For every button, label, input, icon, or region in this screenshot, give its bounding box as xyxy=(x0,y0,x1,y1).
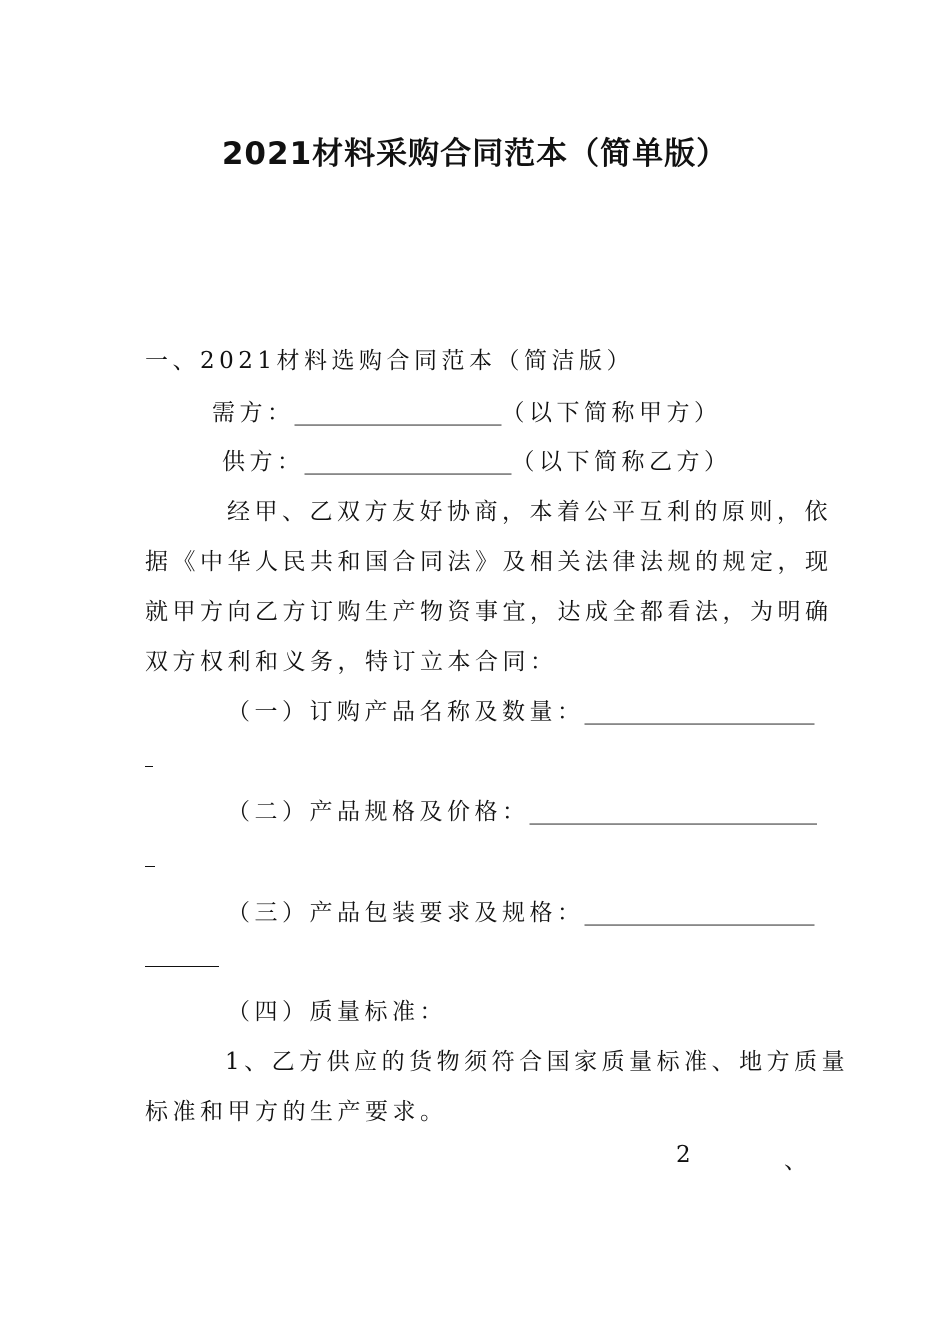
preamble-line-1: 经甲、乙双方友好协商，本着公平互利的原则，依 xyxy=(227,499,832,525)
buyer-label: 需方： xyxy=(212,400,295,426)
item3-blank-continuation xyxy=(145,966,219,967)
buyer-line xyxy=(212,394,722,427)
supplier-line xyxy=(222,443,732,476)
item1-blank-continuation xyxy=(145,766,153,767)
item1-label: （一）订购产品名称及数量： xyxy=(227,699,585,725)
clause2-punct: 、 xyxy=(784,1148,812,1174)
item3-line xyxy=(227,894,815,927)
buyer-note: （以下简称甲方） xyxy=(501,400,722,426)
item3-blank[interactable]: ____________________ xyxy=(584,900,815,926)
document-title: 2021材料采购合同范本（简单版） xyxy=(221,136,729,172)
clause2-number: 2 xyxy=(676,1142,696,1168)
item2-blank-continuation xyxy=(145,866,155,867)
preamble-line-2: 据《中华人民共和国合同法》及相关法律法规的规定，现 xyxy=(145,549,833,575)
supplier-blank[interactable]: __________________ xyxy=(304,449,512,475)
item2-label: （二）产品规格及价格： xyxy=(227,799,530,825)
item4-heading: （四）质量标准： xyxy=(227,999,447,1025)
item2-line xyxy=(227,793,817,826)
item2-blank[interactable]: _________________________ xyxy=(529,799,817,825)
preamble-line-3: 就甲方向乙方订购生产物资事宜，达成全都看法，为明确 xyxy=(145,599,833,625)
item1-line xyxy=(227,693,815,726)
section-heading: 一、2021材料选购合同范本（简洁版） xyxy=(145,348,635,374)
supplier-note: （以下简称乙方） xyxy=(511,449,732,475)
preamble-line-4: 双方权利和义务，特订立本合同： xyxy=(145,649,558,675)
clause1-line-2: 标准和甲方的生产要求。 xyxy=(145,1099,448,1125)
item1-blank[interactable]: ____________________ xyxy=(584,699,815,725)
clause1-line-1: 1、乙方供应的货物须符合国家质量标准、地方质量 xyxy=(225,1049,850,1075)
supplier-label: 供方： xyxy=(222,449,305,475)
item3-label: （三）产品包装要求及规格： xyxy=(227,900,585,926)
buyer-blank[interactable]: __________________ xyxy=(294,400,502,426)
